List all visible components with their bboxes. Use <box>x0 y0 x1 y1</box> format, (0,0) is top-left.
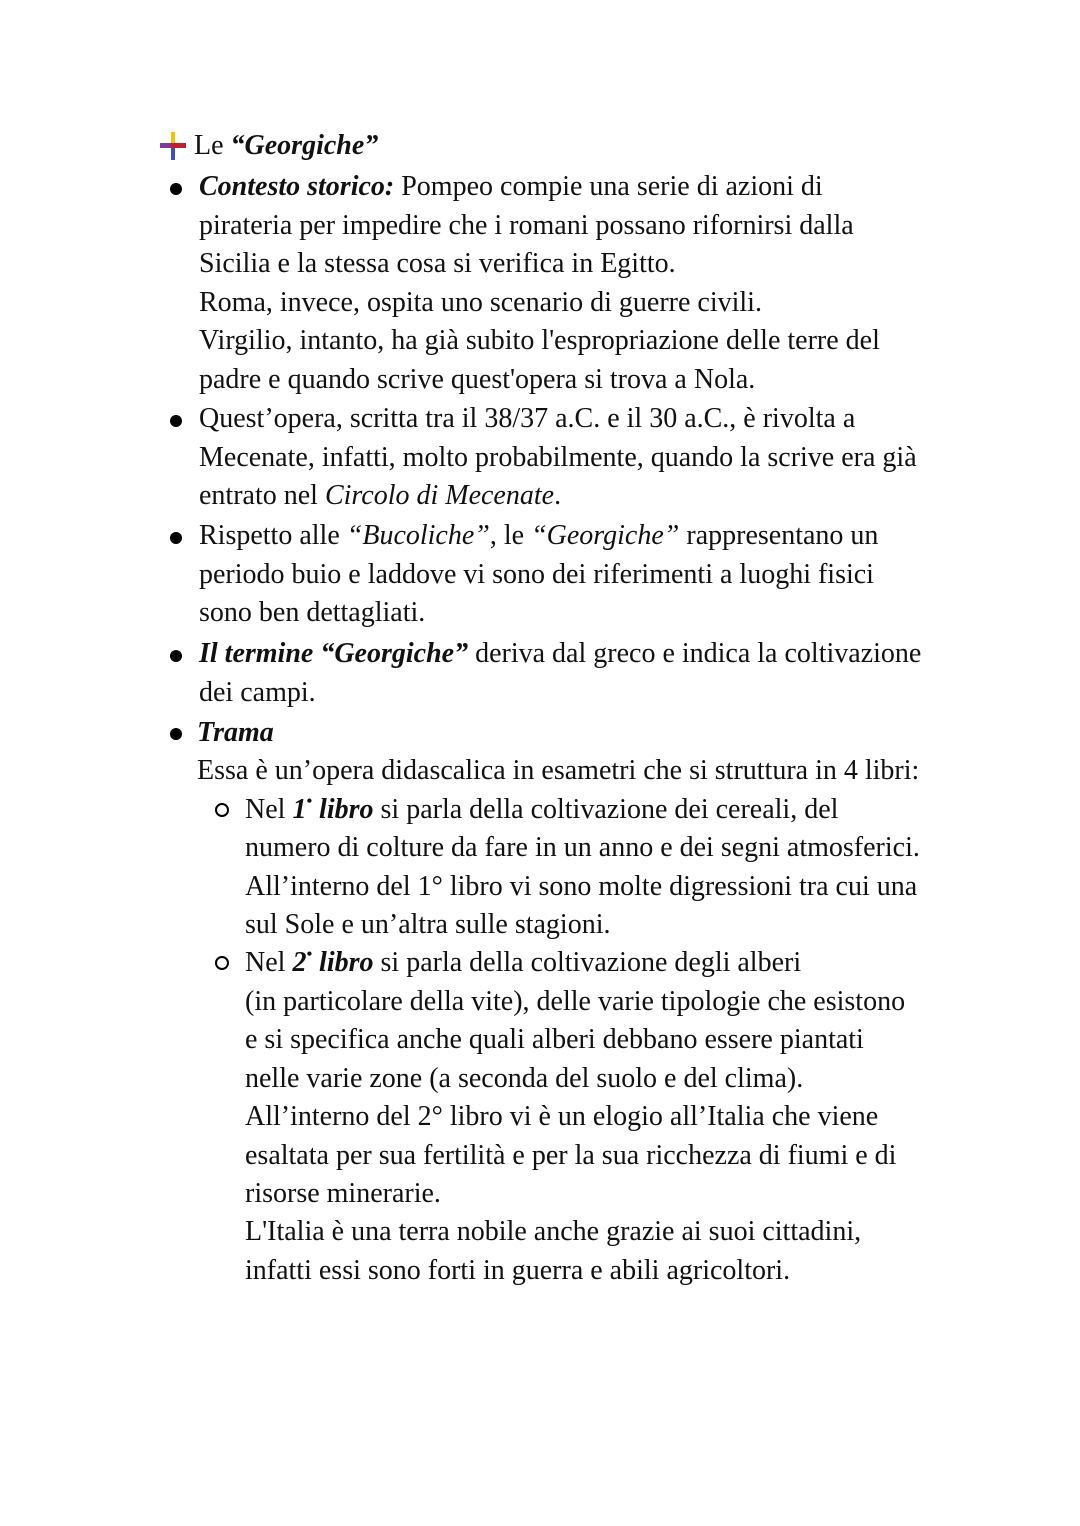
text-line: infatti essi sono forti in guerra e abili agricoltori. <box>245 1255 791 1286</box>
text-line: (in particolare della vite), delle varie tipologie che esistono <box>245 986 906 1017</box>
list-item-line <box>199 635 921 673</box>
sub-bullet-circle <box>215 803 229 817</box>
bullet-label: Contesto storico: <box>199 171 395 202</box>
text-line: risorse minerarie. <box>245 1178 441 1209</box>
text-line: padre e quando scrive quest'opera si trova a Nola. <box>199 364 756 395</box>
text-line: sul Sole e un’altra sulle stagioni. <box>245 909 611 940</box>
text-span: rappresentano un <box>679 520 879 551</box>
bullet-dot <box>170 532 182 544</box>
cross-bullet-icon <box>160 132 186 160</box>
list-item-line <box>199 168 823 206</box>
bullet-label: Il termine “Georgiche” <box>199 638 469 669</box>
text-line: Quest’opera, scritta tra il 38/37 a.C. e il 30 a.C., è rivolta a <box>199 403 856 434</box>
sub-bullet-circle <box>215 956 229 970</box>
list-item-line <box>245 791 838 829</box>
text-line: pirateria per impedire che i romani possano rifornirsi dalla <box>199 210 854 241</box>
text-line: All’interno del 1° libro vi sono molte digressioni tra cui una <box>245 871 918 902</box>
book-word: libro <box>312 794 374 825</box>
text-span: Rispetto alle <box>199 520 347 551</box>
text-span: Pompeo compie una serie di azioni di <box>394 171 823 202</box>
bullet-dot <box>170 650 182 662</box>
text-span: , le <box>489 520 532 551</box>
bullet-dot <box>170 728 182 740</box>
book-word: libro <box>312 947 374 978</box>
heading-title: “Georgiche” <box>230 130 379 161</box>
heading-prefix: Le <box>194 130 231 161</box>
book-number: 1 <box>292 794 307 825</box>
book-label <box>292 947 373 978</box>
text-line: esaltata per sua fertilità e per la sua ricchezza di fiumi e di <box>245 1140 897 1171</box>
text-line: Mecenate, infatti, molto probabilmente, quando la scrive era già <box>199 442 917 473</box>
text-span: Nel <box>245 947 293 978</box>
text-line: e si specifica anche quali alberi debbano essere piantati <box>245 1024 864 1055</box>
text-span: Nel <box>245 794 293 825</box>
text-line: numero di colture da fare in un anno e dei segni atmosferici. <box>245 832 920 863</box>
list-item-line <box>199 517 878 555</box>
italic-term: “Bucoliche” <box>346 520 490 551</box>
text-line: dei campi. <box>199 677 316 708</box>
italic-term: “Georgiche” <box>531 520 680 551</box>
text-span: . <box>554 480 562 511</box>
bullet-label: Trama <box>197 717 274 748</box>
text-line: nelle varie zone (a seconda del suolo e del clima). <box>245 1063 804 1094</box>
italic-term: Circolo di Mecenate <box>324 480 555 511</box>
text-span: si parla della coltivazione dei cereali, del <box>373 794 839 825</box>
section-heading <box>160 126 378 166</box>
degree-mark: • <box>306 792 313 810</box>
bullet-dot <box>170 415 182 427</box>
book-number: 2 <box>292 947 307 978</box>
text-span: deriva dal greco e indica la coltivazione <box>468 638 922 669</box>
text-line: Virgilio, intanto, ha già subito l'espropriazione delle terre del <box>199 325 880 356</box>
bullet-dot <box>170 183 182 195</box>
text-line: All’interno del 2° libro vi è un elogio all’Italia che viene <box>245 1101 879 1132</box>
degree-mark: • <box>306 945 313 963</box>
text-line: Sicilia e la stessa cosa si verifica in Egitto. <box>199 248 676 279</box>
text-line: periodo buio e laddove vi sono dei riferimenti a luoghi fisici <box>199 559 874 590</box>
list-item-line <box>199 477 561 515</box>
text-line: Essa è un’opera didascalica in esametri che si struttura in 4 libri: <box>197 755 920 786</box>
text-span: si parla della coltivazione degli alberi <box>373 947 802 978</box>
text-line: L'Italia è una terra nobile anche grazie ai suoi cittadini, <box>245 1216 862 1247</box>
book-label <box>292 794 373 825</box>
text-span: entrato nel <box>199 480 325 511</box>
text-line: Roma, invece, ospita uno scenario di guerre civili. <box>199 287 762 318</box>
text-line: sono ben dettagliati. <box>199 597 426 628</box>
list-item-line <box>245 944 801 982</box>
